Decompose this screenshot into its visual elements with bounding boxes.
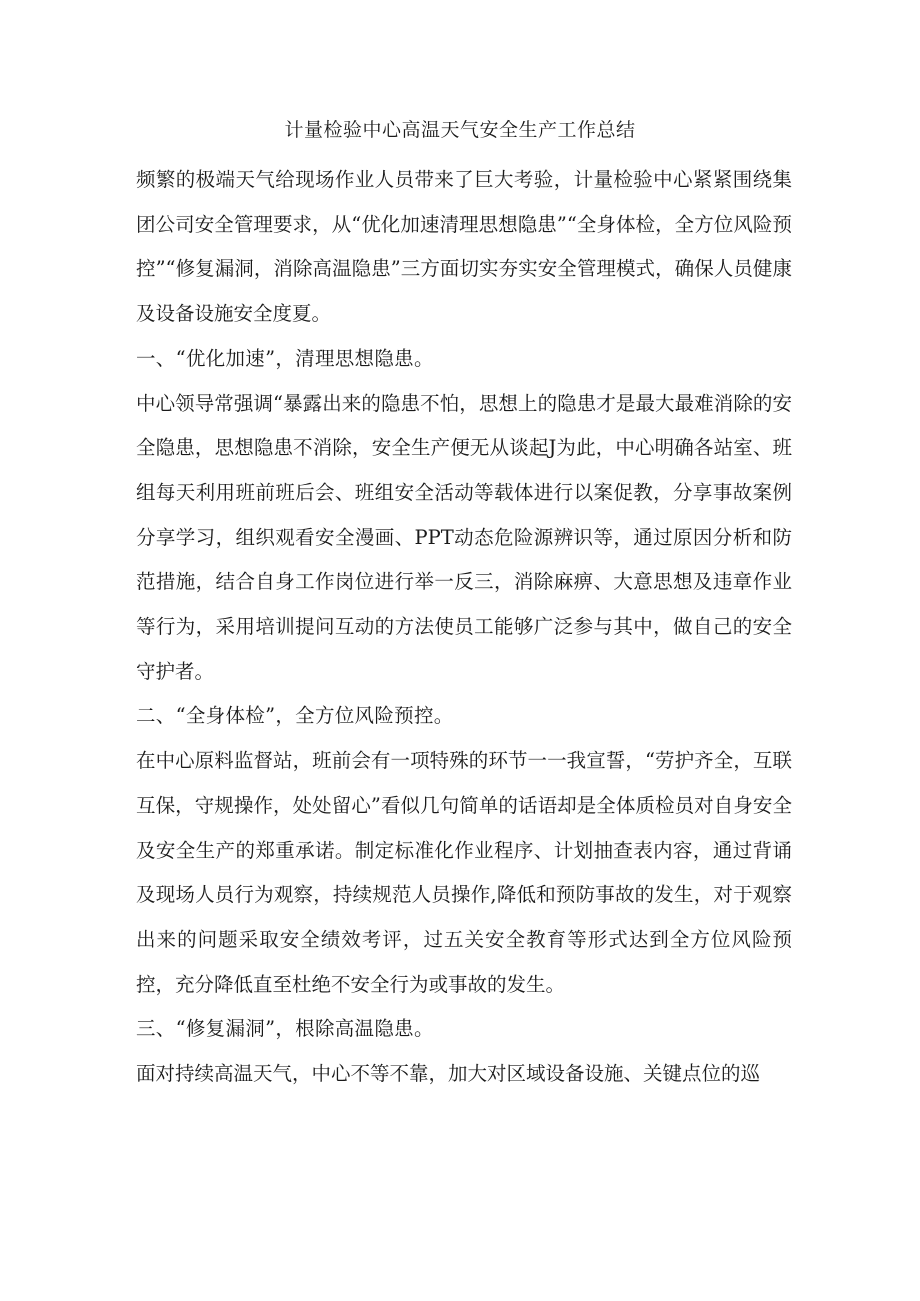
section-heading-1: 一、“优化加速”，清理思想隐患。 — [136, 346, 434, 370]
section-heading-2: 二、“全身体检”，全方位风险预控。 — [136, 704, 454, 728]
paragraph-section-3: 面对持续高温天气，中心不等不靠，加大对区域设备设施、关键点位的巡 — [136, 1062, 761, 1086]
paragraph-section-2: 在中心原料监督站，班前会有一项特殊的环节一一我宣誓，“劳护齐全，互联互保，守规操作，处处留心”看似几句简单的话语却是全体质检员对自身安全及安全生产的郑重承诺。制定标准化作业程序、计划抽查表内容，通过背诵及现场人员行为观察，持续规范人员操作,降低和预防事故的发生，对于观察出来的问题采取安全绩效考评，过五关安全教育等形式达到全方位风险预控，充分降低直至杜绝不安全行为或事故的发生。 — [136, 749, 792, 996]
section-heading-3: 三、“修复漏洞”，根除高温隐患。 — [136, 1017, 434, 1041]
document-title: 计量检验中心高温天气安全生产工作总结 — [284, 119, 636, 141]
document-body — [136, 158, 792, 1097]
paragraph-section-1: 中心领导常强调“暴露出来的隐患不怕，思想上的隐患才是最大最难消除的安全隐患，思想隐患不消除，安全生产便无从谈起J为此，中心明确各站室、班组每天利用班前班后会、班组安全活动等载体进行以案促教，分享事故案例分享学习，组织观看安全漫画、PPT动态危险源辨识等，通过原因分析和防范措施，结合自身工作岗位进行举一反三，消除麻痹、大意思想及违章作业等行为，采用培训提问互动的方法使员工能够广泛参与其中，做自己的安全守护者。 — [136, 391, 792, 683]
paragraph-intro: 频繁的极端天气给现场作业人员带来了巨大考验，计量检验中心紧紧围绕集团公司安全管理要求，从“优化加速清理思想隐患”“全身体检，全方位风险预控”“修复漏洞，消除高温隐患”三方面切实夯实安全管理模式，确保人员健康及设备设施安全度夏。 — [136, 168, 792, 326]
